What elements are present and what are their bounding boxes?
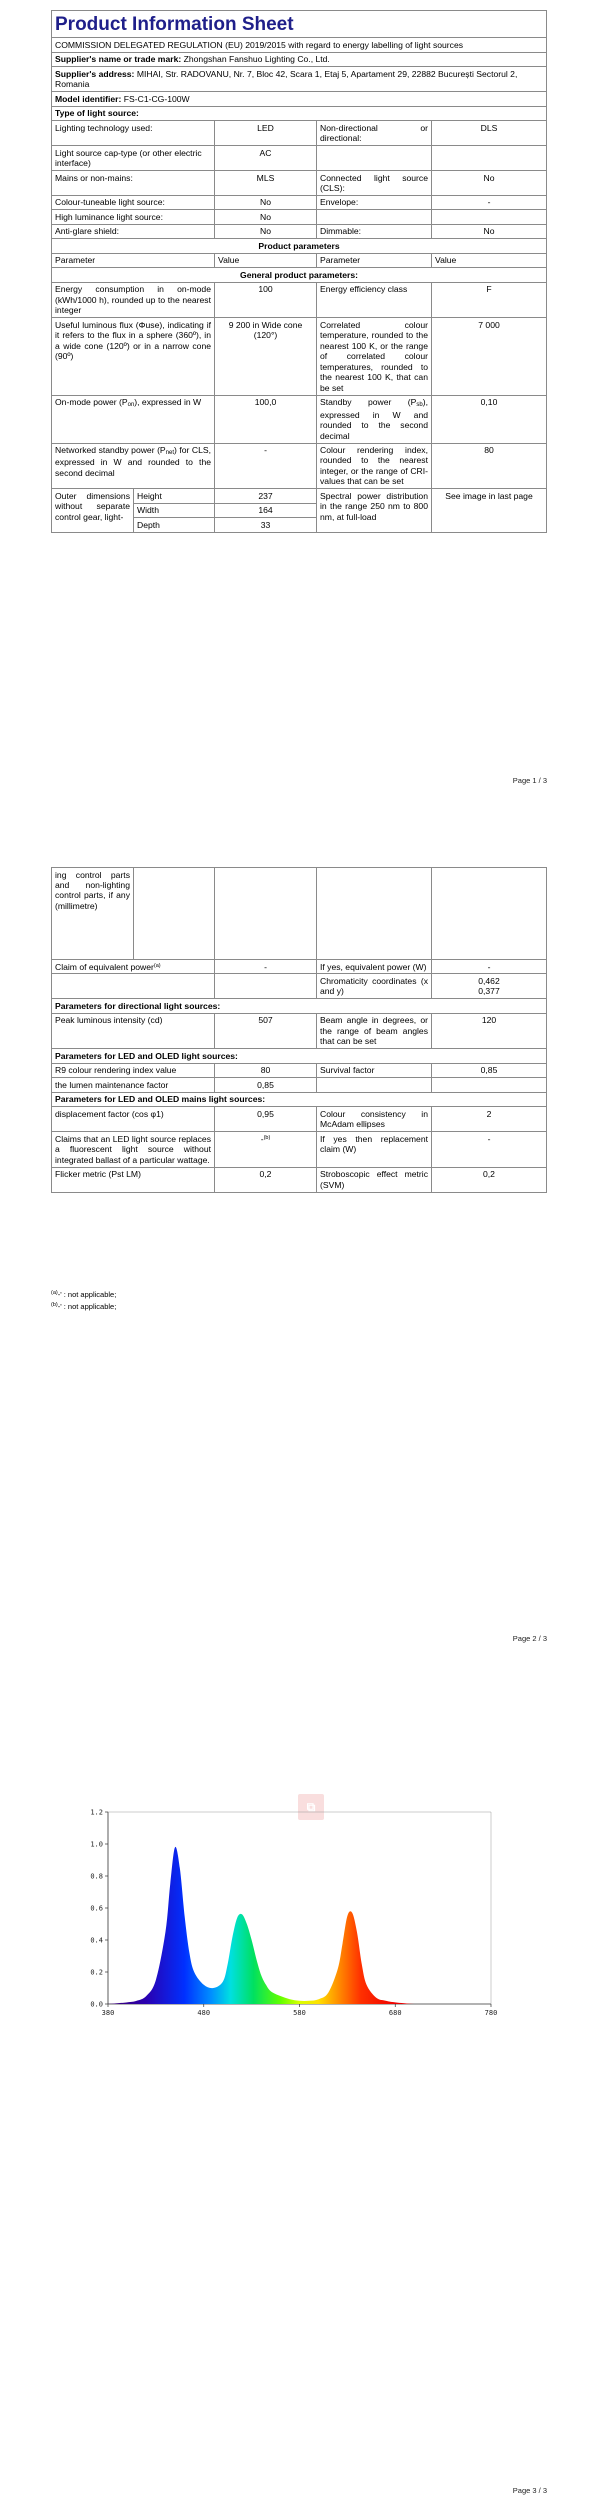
displacement-factor-label: displacement factor (cos φ1) (52, 1107, 215, 1132)
colour-tuneable-value: No (215, 195, 317, 209)
sheet-title: Product Information Sheet (52, 11, 547, 38)
col-parameter-1: Parameter (52, 253, 215, 267)
directional-value: DLS (432, 121, 547, 146)
replacement-claim-value: - (432, 1132, 547, 1167)
fluorescent-claim-value: -$^{(b)}$ (215, 1132, 317, 1167)
y-tick-label: 0.4 (90, 1936, 103, 1945)
cls-value: No (432, 171, 547, 196)
depth-label: Depth (134, 518, 215, 532)
x-tick-label: 680 (388, 2009, 402, 2017)
x-tick-label: 780 (484, 2009, 498, 2017)
mains-header: Parameters for LED and OLED mains light sources: (52, 1092, 547, 1106)
y-tick-label: 1.2 (90, 1808, 103, 1817)
energy-class-value: F (432, 282, 547, 317)
page-number-2: Page 2 / 3 (512, 1634, 547, 1643)
page-number-3: Page 3 / 3 (512, 2486, 547, 2495)
cct-value: 7 000 (432, 318, 547, 395)
mains-value: MLS (215, 171, 317, 196)
supplier-name-label: Supplier's name or trade mark: (55, 54, 182, 65)
flicker-metric-label: Flicker metric (Pst LM) (52, 1167, 215, 1192)
tech-value: LED (215, 121, 317, 146)
regulation-text: COMMISSION DELEGATED REGULATION (EU) 2019/2015 with regard to energy labelling of light sources (52, 38, 547, 52)
anti-glare-value: No (215, 224, 317, 238)
lumen-maintenance-value: 0,85 (215, 1078, 317, 1092)
col-value-1: Value (215, 253, 317, 267)
colour-tuneable-label: Colour-tuneable light source: (52, 195, 215, 209)
page-number-1: Page 1 / 3 (512, 776, 547, 785)
spectral-distribution-value: See image in last page (432, 489, 547, 532)
survival-factor-value: 0,85 (432, 1063, 547, 1077)
claim-equivalent-label: Claim of equivalent power$^{(a)}$ (52, 960, 215, 974)
outer-dimensions-label-cont: ing control parts and non-lighting control parts, if any (millimetre) (52, 868, 134, 960)
footnote-a: $^{(a)}$-' : not applicable; (51, 1290, 117, 1299)
general-header: General product parameters: (52, 268, 547, 282)
width-value: 164 (215, 503, 317, 517)
type-header: Type of light source: (52, 106, 547, 120)
peak-intensity-value: 507 (215, 1013, 317, 1048)
equivalent-power-label: If yes, equivalent power (W) (317, 960, 432, 974)
height-label: Height (134, 489, 215, 503)
stroboscopic-label: Stroboscopic effect metric (SVM) (317, 1167, 432, 1192)
lumen-maintenance-label: the lumen maintenance factor (52, 1078, 215, 1092)
stroboscopic-value: 0,2 (432, 1167, 547, 1192)
networked-standby-label: Networked standby power $(P_{net})$ for CLS, expressed in W and rounded to the second decimal (52, 443, 215, 489)
fluorescent-claim-label: Claims that an LED light source replaces a fluorescent light source without integrated ballast of a particular wattage. (52, 1132, 215, 1167)
supplier-address-label: Supplier's address: (55, 68, 135, 79)
envelope-label: Envelope: (317, 195, 432, 209)
chart-axes (90, 1809, 497, 2018)
claim-equivalent-value: - (215, 960, 317, 974)
product-parameters-header: Product parameters (52, 239, 547, 253)
model-label: Model identifier: (55, 93, 122, 104)
mcadam-value: 2 (432, 1107, 547, 1132)
luminous-flux-label: Useful luminous flux (Φuse), indicating if it refers to the flux in a sphere (360º), in a wide cone (120º) or in a narrow cone (90º) (52, 318, 215, 395)
width-label: Width (134, 503, 215, 517)
cri-value: 80 (432, 443, 547, 489)
chromaticity-label: Chromaticity coordinates (x and y) (317, 974, 432, 999)
spectrum-area (108, 1847, 491, 2004)
chromaticity-x: 0,462 (478, 975, 500, 986)
y-tick-label: 0.8 (90, 1872, 103, 1881)
beam-angle-value: 120 (432, 1013, 547, 1048)
dimmable-value: No (432, 224, 547, 238)
energy-class-label: Energy efficiency class (317, 282, 432, 317)
spectral-distribution-label: Spectral power distribution in the range 250 nm to 800 nm, at full-load (317, 489, 432, 532)
model-identifier: FS-C1-CG-100W (123, 93, 190, 104)
on-mode-power-value: 100,0 (215, 395, 317, 443)
mcadam-label: Colour consistency in McAdam ellipses (317, 1107, 432, 1132)
anti-glare-label: Anti-glare shield: (52, 224, 215, 238)
supplier-address: MIHAI, Str. RADOVANU, Nr. 7, Bloc 42, Scara 1, Etaj 5, Apartament 29, 22882 București Sectorul 2, Romania (55, 68, 518, 90)
networked-standby-value: - (215, 443, 317, 489)
energy-consumption-value: 100 (215, 282, 317, 317)
cct-label: Correlated colour temperature, rounded to the nearest 100 K, or the range of correlated colour temperatures, rounded to the nearest 100 K, that can be set (317, 318, 432, 395)
outer-dimensions-label: Outer dimensions without separate control gear, light- (52, 489, 134, 532)
standby-power-label: Standby power $(P_{sb})$, expressed in W and rounded to the second decimal (317, 395, 432, 443)
mains-label: Mains or non-mains: (52, 171, 215, 196)
watermark-logo: ⧉ (298, 1794, 324, 1820)
cap-label: Light source cap-type (or other electric interface) (52, 146, 215, 171)
x-tick-label: 380 (101, 2009, 115, 2017)
flicker-metric-value: 0,2 (215, 1167, 317, 1192)
supplier-name: Zhongshan Fanshuo Lighting Co., Ltd. (183, 54, 330, 65)
high-luminance-label: High luminance light source: (52, 210, 215, 224)
high-luminance-value: No (215, 210, 317, 224)
r9-label: R9 colour rendering index value (52, 1063, 215, 1077)
y-tick-label: 0.6 (90, 1904, 103, 1913)
x-tick-label: 580 (293, 2009, 306, 2017)
cri-label: Colour rendering index, rounded to the nearest integer, or the range of CRI-values that can be set (317, 443, 432, 489)
peak-intensity-label: Peak luminous intensity (cd) (52, 1013, 215, 1048)
chromaticity-y: 0,377 (478, 986, 500, 997)
y-tick-label: 0.0 (90, 2000, 103, 2009)
led-header: Parameters for LED and OLED light sources: (52, 1049, 547, 1063)
cap-value: AC (215, 146, 317, 171)
tech-label: Lighting technology used: (52, 121, 215, 146)
x-tick-label: 480 (197, 2009, 211, 2017)
chart-marks (108, 1847, 491, 2004)
height-value: 237 (215, 489, 317, 503)
standby-power-value: 0,10 (432, 395, 547, 443)
directional-label: Non-directional or directional: (317, 121, 432, 146)
footnote-b: $^{(b)}$-' : not applicable; (51, 1302, 117, 1311)
directional-header: Parameters for directional light sources: (52, 999, 547, 1013)
luminous-flux-value: 9 200 in Wide cone (120°) (215, 318, 317, 395)
col-parameter-2: Parameter (317, 253, 432, 267)
depth-value: 33 (215, 518, 317, 532)
replacement-claim-label: If yes then replacement claim (W) (317, 1132, 432, 1167)
energy-consumption-label: Energy consumption in on-mode (kWh/1000 h), rounded up to the nearest integer (52, 282, 215, 317)
r9-value: 80 (215, 1063, 317, 1077)
on-mode-power-label: On-mode power $(P_{on})$, expressed in W (52, 395, 215, 443)
beam-angle-label: Beam angle in degrees, or the range of beam angles that can be set (317, 1013, 432, 1048)
y-tick-label: 1.0 (90, 1840, 103, 1849)
envelope-value: - (432, 195, 547, 209)
equivalent-power-value: - (432, 960, 547, 974)
survival-factor-label: Survival factor (317, 1063, 432, 1077)
y-tick-label: 0.2 (90, 1968, 103, 1977)
cls-label: Connected light source (CLS): (317, 171, 432, 196)
dimmable-label: Dimmable: (317, 224, 432, 238)
displacement-factor-value: 0,95 (215, 1107, 317, 1132)
col-value-2: Value (432, 253, 547, 267)
